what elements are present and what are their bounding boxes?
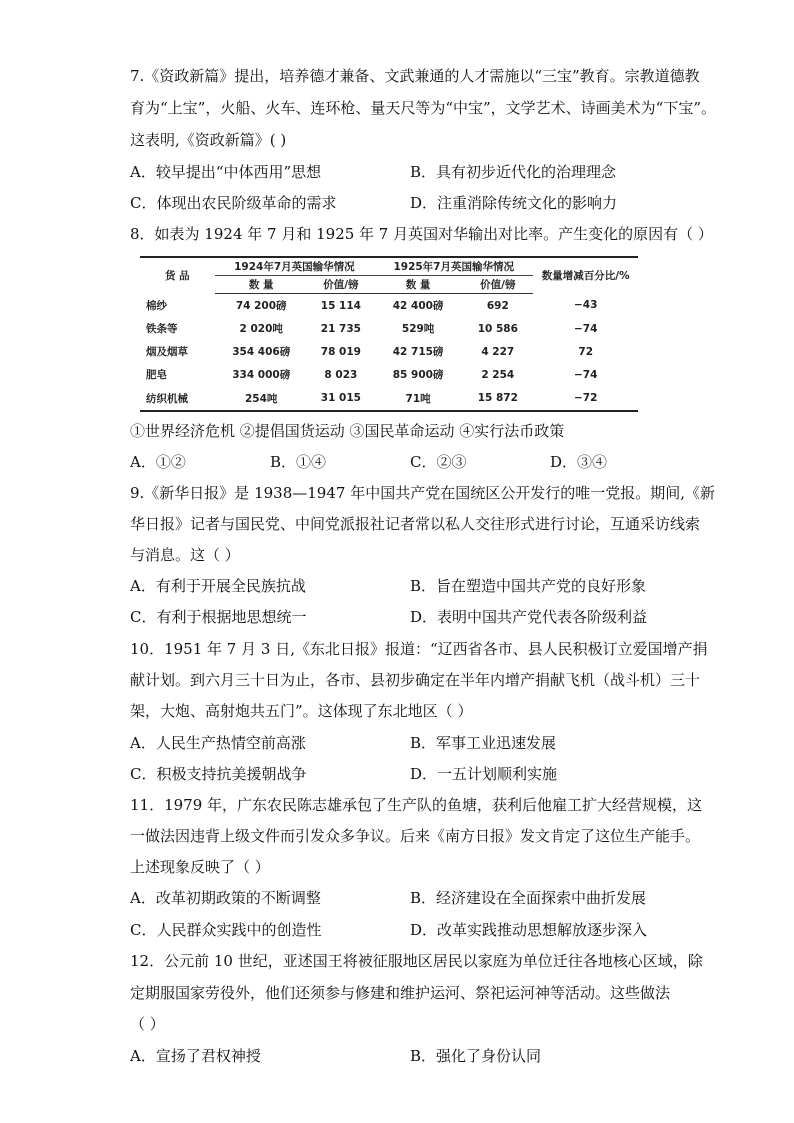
table-cell-item: 肥皂 (146, 369, 167, 382)
table-row (140, 363, 638, 386)
q10-option-a[interactable]: A．人民生产热情空前高涨 (130, 734, 306, 752)
q7-option-b[interactable]: B．具有初步近代化的治理理念 (410, 163, 617, 181)
table-cell: 71吨 (374, 387, 462, 412)
table-cell-item: 棉纱 (146, 299, 167, 312)
table-subheader-value-1925: 价值/镑 (462, 276, 533, 294)
table-cell: 2 020吨 (239, 323, 283, 336)
q9-stem-line-3: 与消息。这（ ） (130, 546, 240, 564)
table-row (140, 340, 638, 363)
q9-option-d[interactable]: D．表明中国共产党代表各阶级利益 (410, 608, 648, 626)
q12-option-b[interactable]: B．强化了身份认同 (410, 1047, 542, 1065)
table-header-item: 货 品 (140, 257, 215, 294)
table-cell: 42 400磅 (392, 300, 444, 313)
q7-option-a[interactable]: A．较早提出“中体西用”思想 (130, 163, 322, 181)
q11-stem-line-3: 上述现象反映了（ ） (130, 858, 270, 876)
q8-option-b[interactable]: B．①④ (270, 453, 327, 471)
table-row (140, 317, 638, 340)
table-cell: 529吨 (401, 323, 435, 336)
q11-option-c[interactable]: C．人民群众实践中的创造性 (130, 921, 322, 939)
q7-option-d[interactable]: D．注重消除传统文化的影响力 (410, 194, 618, 212)
q9-stem-line-2: 华日报》记者与国民党、中间党派报社记者常以私人交往形式进行讨论，互通采访线索 (130, 515, 701, 533)
q9-option-a[interactable]: A．有利于开展全民族抗战 (130, 577, 306, 595)
table-cell: 354 406磅 (232, 346, 291, 359)
table-cell: 254吨 (215, 387, 308, 412)
table-cell: 692 (486, 299, 509, 312)
q12-option-a[interactable]: A．宣扬了君权神授 (130, 1047, 261, 1065)
q7-stem-line-1: 7.《资政新篇》提出，培养德才兼备、文武兼通的人才需施以“三宝”教育。宗教道德教 (130, 67, 700, 85)
q12-stem-line-3: （ ） (130, 1015, 165, 1033)
q11-stem-line-1: 11．1979 年，广东农民陈志雄承包了生产队的鱼塘，获利后他雇工扩大经营规模，这 (130, 796, 703, 814)
table-cell-item: 烟及烟草 (146, 346, 188, 359)
table-cell: −74 (574, 368, 598, 381)
q7-option-c[interactable]: C．体现出农民阶级革命的需求 (130, 194, 337, 212)
table-header-1925: 1925年7月英国输华情况 (374, 257, 533, 276)
table-cell: 334 000磅 (232, 369, 291, 382)
q10-stem-line-3: 架，大炮、高射炮共五门”。这体现了东北地区（ ） (130, 702, 473, 720)
q12-stem-line-1: 12．公元前 10 世纪，亚述国王将被征服地区居民以家庭为单位迁往各地核心区域，除 (130, 952, 703, 970)
q7-stem-line-2: 育为“上宝”，火船、火车、连环枪、量天尺等为“中宝”，文学艺术、诗画美术为“下宝”。 (130, 99, 717, 117)
table-cell: −43 (574, 299, 598, 312)
table-cell: 78 019 (320, 345, 361, 358)
q8-option-a[interactable]: A．①② (130, 453, 186, 471)
q9-option-b[interactable]: B．旨在塑造中国共产党的良好形象 (410, 577, 647, 595)
q10-option-b[interactable]: B．军事工业迅速发展 (410, 734, 557, 752)
q10-stem-line-1: 10．1951 年 7 月 3 日,《东北日报》报道：“辽西省各市、县人民积极订立爱国增产捐 (130, 640, 708, 658)
q10-option-c[interactable]: C．积极支持抗美援朝战争 (130, 765, 307, 783)
q8-statements: ①世界经济危机 ②提倡国货运动 ③国民革命运动 ④实行法币政策 (130, 422, 565, 440)
table-cell: −74 (574, 322, 598, 335)
q10-stem-line-2: 献计划。到六月三十日为止，各市、县初步确定在半年内增产捐献飞机（战斗机）三十 (130, 671, 701, 689)
table-cell: 72 (578, 345, 594, 358)
q8-trade-table (140, 256, 638, 412)
table-cell: 10 586 (477, 322, 518, 335)
table-subheader-value-1924: 价值/镑 (308, 276, 374, 294)
q11-option-a[interactable]: A．改革初期政策的不断调整 (130, 889, 321, 907)
q11-option-b[interactable]: B．经济建设在全面探索中曲折发展 (410, 889, 647, 907)
q8-option-d[interactable]: D．③④ (550, 453, 608, 471)
q10-option-d[interactable]: D．一五计划顺利实施 (410, 765, 558, 783)
table-cell: 4 227 (481, 345, 515, 358)
q9-option-c[interactable]: C．有利于根据地思想统一 (130, 608, 307, 626)
table-header-1924: 1924年7月英国输华情况 (215, 257, 374, 276)
table-cell: 15 872 (462, 387, 533, 412)
table-cell: −72 (533, 387, 638, 412)
q7-stem-line-3: 这表明,《资政新篇》( ) (130, 131, 287, 149)
table-row (140, 387, 638, 412)
table-cell: 15 114 (320, 299, 361, 312)
table-subheader-qty-1924: 数 量 (215, 276, 308, 294)
q8-option-c[interactable]: C．②③ (410, 453, 467, 471)
table-subheader-qty-1925: 数 量 (374, 276, 462, 294)
table-cell: 8 023 (324, 368, 358, 381)
table-header-change: 数量增减百分比/% (533, 257, 638, 294)
table-row (140, 294, 638, 318)
table-cell: 42 715磅 (392, 346, 444, 359)
q9-stem-line-1: 9.《新华日报》是 1938—1947 年中国共产党在国统区公开发行的唯一党报。期间,《新 (130, 484, 715, 502)
table-cell-item: 纺织机械 (140, 387, 215, 412)
q11-option-d[interactable]: D．改革实践推动思想解放逐步深入 (410, 921, 648, 939)
table-cell-item: 铁条等 (146, 323, 178, 336)
table-cell: 31 015 (308, 387, 374, 412)
table-cell: 74 200磅 (235, 300, 287, 313)
table-cell: 2 254 (481, 368, 515, 381)
q8-stem-line-1: 8．如表为 1924 年 7 月和 1925 年 7 月英国对华输出对比率。产生变化的原因有（ ） (130, 225, 713, 243)
q11-stem-line-2: 一做法因违背上级文件而引发众多争议。后来《南方日报》发文肯定了这位生产能手。 (130, 827, 701, 845)
table-cell: 85 900磅 (392, 369, 444, 382)
q12-stem-line-2: 定期服国家劳役外，他们还须参与修建和维护运河、祭祀运河神等活动。这些做法 (130, 984, 671, 1002)
table-cell: 21 735 (320, 322, 361, 335)
